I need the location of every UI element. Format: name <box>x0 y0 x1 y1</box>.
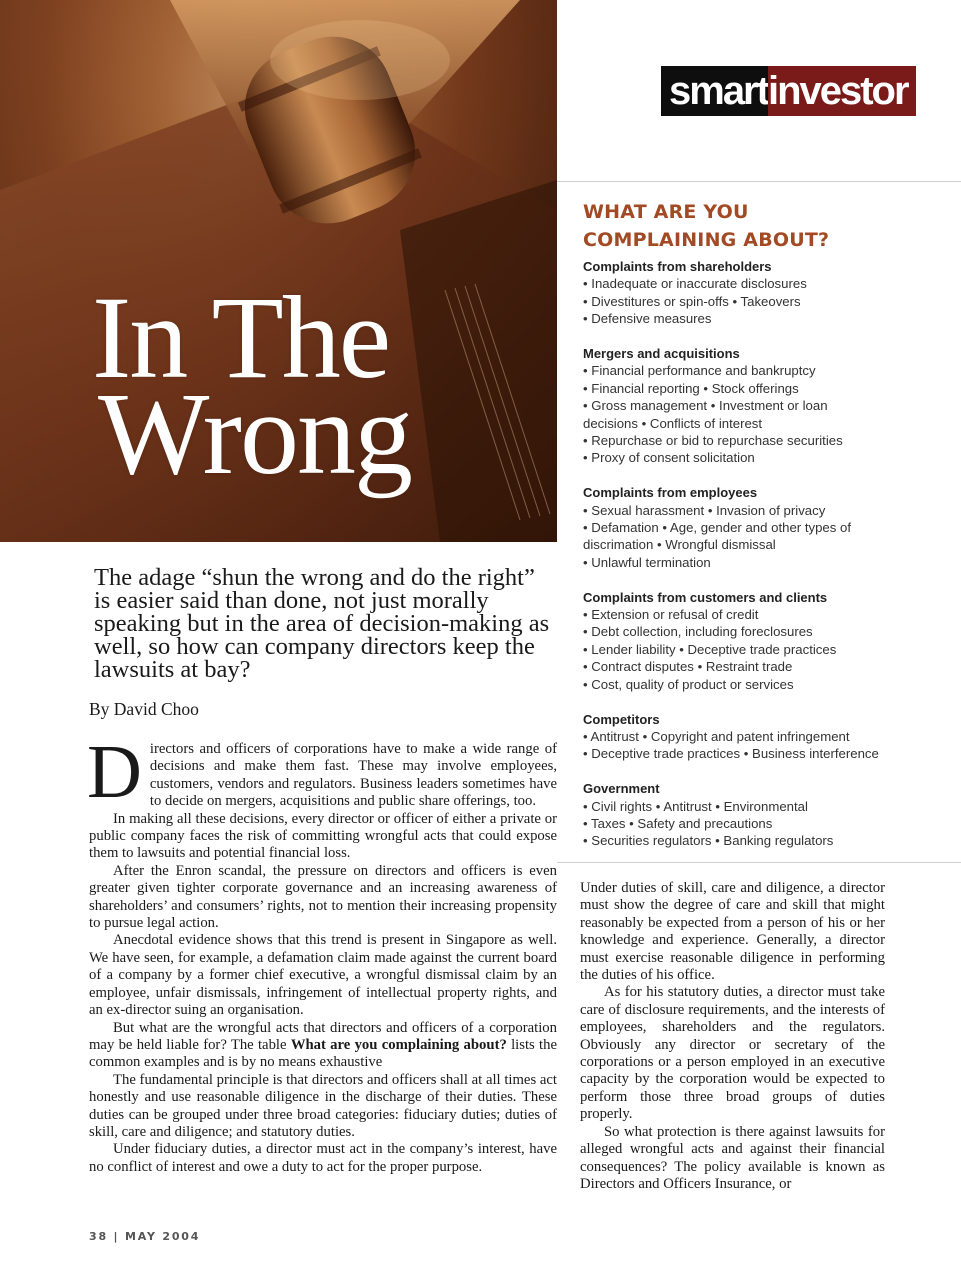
complaints-sidebar <box>583 198 943 867</box>
logo-investor: investor <box>768 66 916 116</box>
sidebar-list-line: • Financial performance and bankruptcy <box>583 363 816 379</box>
sidebar-list-line: • Proxy of consent solicitation <box>583 450 755 466</box>
paragraph-text: irectors and officers of corporations have to make a wide range of decisions and make them fast. These may involve employees, customers, vendors and regulators. Business leaders sometimes have to decide on mergers, acquisitions and public share offerings, too. <box>149 741 557 810</box>
table-reference: What are you complaining about? <box>290 1036 507 1053</box>
title-line-2: Wrong <box>98 368 411 499</box>
sidebar-section <box>583 589 943 693</box>
sidebar-list-line: • Inadequate or inaccurate disclosures <box>583 276 807 292</box>
sidebar-title-line-2: COMPLAINING ABOUT? <box>583 229 830 251</box>
page-footer: 38 | MAY 2004 <box>89 1230 201 1243</box>
sidebar-list-line: • Lender liability • Deceptive trade practices <box>583 641 837 657</box>
sidebar-list-line: • Securities regulators • Banking regulators <box>583 833 834 849</box>
sidebar-list-line: • Contract disputes • Restraint trade <box>583 659 793 675</box>
paragraph: Anecdotal evidence shows that this trend is present in Singapore as well. We have seen, for example, a defamation claim made against the current board of a company by a former chief executive, a wrongful dismissal claim by an employee, unfair dismissals, infringement of intellectual property rights, and an ex-director suing an organisation. <box>89 932 557 1019</box>
sidebar-list-line: • Civil rights • Antitrust • Environmental <box>583 798 808 814</box>
logo-smart: smart <box>661 66 768 116</box>
sidebar-list-line: • Divestitures or spin-offs • Takeovers <box>583 293 801 309</box>
sidebar-list-line: decisions • Conflicts of interest <box>583 415 763 431</box>
sidebar-section-heading: Competitors <box>583 711 660 727</box>
sidebar-section <box>583 780 943 850</box>
sidebar-list-line: • Gross management • Investment or loan <box>583 398 828 414</box>
article-deck: The adage “shun the wrong and do the right” is easier said than done, not just morally speaking but in the area of decision-making as well, so how can company directors keep the lawsuits at bay? <box>94 564 550 683</box>
sidebar-list-line: • Defensive measures <box>583 311 712 327</box>
sidebar-top-rule <box>557 181 961 182</box>
byline: By David Choo <box>89 699 199 719</box>
paragraph: Under fiduciary duties, a director must act in the company’s interest, have no conflict of interest and owe a duty to act for the proper purpose. <box>89 1141 557 1175</box>
sidebar-section <box>583 484 943 571</box>
paragraph: So what protection is there against lawsuits for alleged wrongful acts and against their financial consequences? The policy available is known as Directors and Officers Insurance, or <box>580 1123 885 1192</box>
paragraph: Under duties of skill, care and diligence, a director must show the degree of care and skill that might reasonably be expected from a person of his or her knowledge and experience. Generally, a director must exercise reasonable diligence in performing the duties of his office. <box>580 880 885 984</box>
sidebar-sections <box>583 258 943 850</box>
article-title <box>92 272 411 499</box>
paragraph <box>87 730 557 814</box>
sidebar-list-line: discrimation • Wrongful dismissal <box>583 537 776 553</box>
sidebar-section-heading: Mergers and acquisitions <box>583 346 740 362</box>
sidebar-list-line: • Deceptive trade practices • Business interference <box>583 746 879 762</box>
sidebar-section-heading: Complaints from employees <box>583 485 758 501</box>
body-column-right <box>580 880 885 1193</box>
paragraph <box>89 1020 557 1072</box>
paragraph: After the Enron scandal, the pressure on directors and officers is even greater given tighter corporate governance and an increasing awareness of shareholders’ and consumers’ rights, not to mention their increasing propensity to pursue legal action. <box>89 862 557 932</box>
sidebar-section-heading: Complaints from shareholders <box>583 259 772 274</box>
sidebar-list-line: • Repurchase or bid to repurchase securities <box>583 433 843 449</box>
sidebar-list-line: • Extension or refusal of credit <box>583 607 759 623</box>
sidebar-section-heading: Government <box>583 781 660 797</box>
smartinvestor-logo <box>661 66 916 116</box>
sidebar-list-line: • Defamation • Age, gender and other types of <box>583 520 852 536</box>
title-line-1: In The <box>92 272 390 403</box>
sidebar-section <box>583 711 943 763</box>
body-column-left <box>87 730 557 1176</box>
drop-cap: D <box>87 730 142 814</box>
sidebar-list-line: • Financial reporting • Stock offerings <box>583 380 799 396</box>
sidebar-section <box>583 345 943 467</box>
paragraph: As for his statutory duties, a director must take care of disclosure requirements, and the interests of employees, shareholders and the regulators. Obviously any director or secretary of the corporations or a person employed in an executive capacity by the corporation would be expected to perform those three broad groups of duties properly. <box>580 984 885 1123</box>
paragraph: In making all these decisions, every director or officer of either a private or public company faces the risk of committing wrongful acts that could expose them to lawsuits and potential financial loss. <box>89 810 557 862</box>
paragraph-text: But what are the wrongful acts that directors and officers of a corporation may be held liable for? The table <box>89 1019 557 1053</box>
sidebar-section-heading: Complaints from customers and clients <box>583 589 828 605</box>
sidebar-section <box>583 258 943 328</box>
sidebar-list-line: • Taxes • Safety and precautions <box>583 815 773 831</box>
paragraph: The fundamental principle is that directors and officers shall at all times act honestly and use reasonable diligence in the discharge of their duties. These duties can be grouped under three broad categories: fiduciary duties; duties of skill, care and diligence; and statutory duties. <box>89 1071 557 1140</box>
hero-photo-gavel <box>0 0 557 542</box>
sidebar-list-line: • Sexual harassment • Invasion of privacy <box>583 502 826 518</box>
sidebar-list-line: • Cost, quality of product or services <box>583 676 794 692</box>
sidebar-title-line-1: WHAT ARE YOU <box>583 201 749 223</box>
sidebar-title <box>583 198 943 254</box>
paragraph-text: lists the common examples and is by no means exhaustive <box>89 1036 557 1071</box>
sidebar-list-line: • Unlawful termination <box>583 554 711 570</box>
sidebar-list-line: • Debt collection, including foreclosures <box>583 624 813 640</box>
sidebar-list-line: • Antitrust • Copyright and patent infringement <box>583 728 850 744</box>
